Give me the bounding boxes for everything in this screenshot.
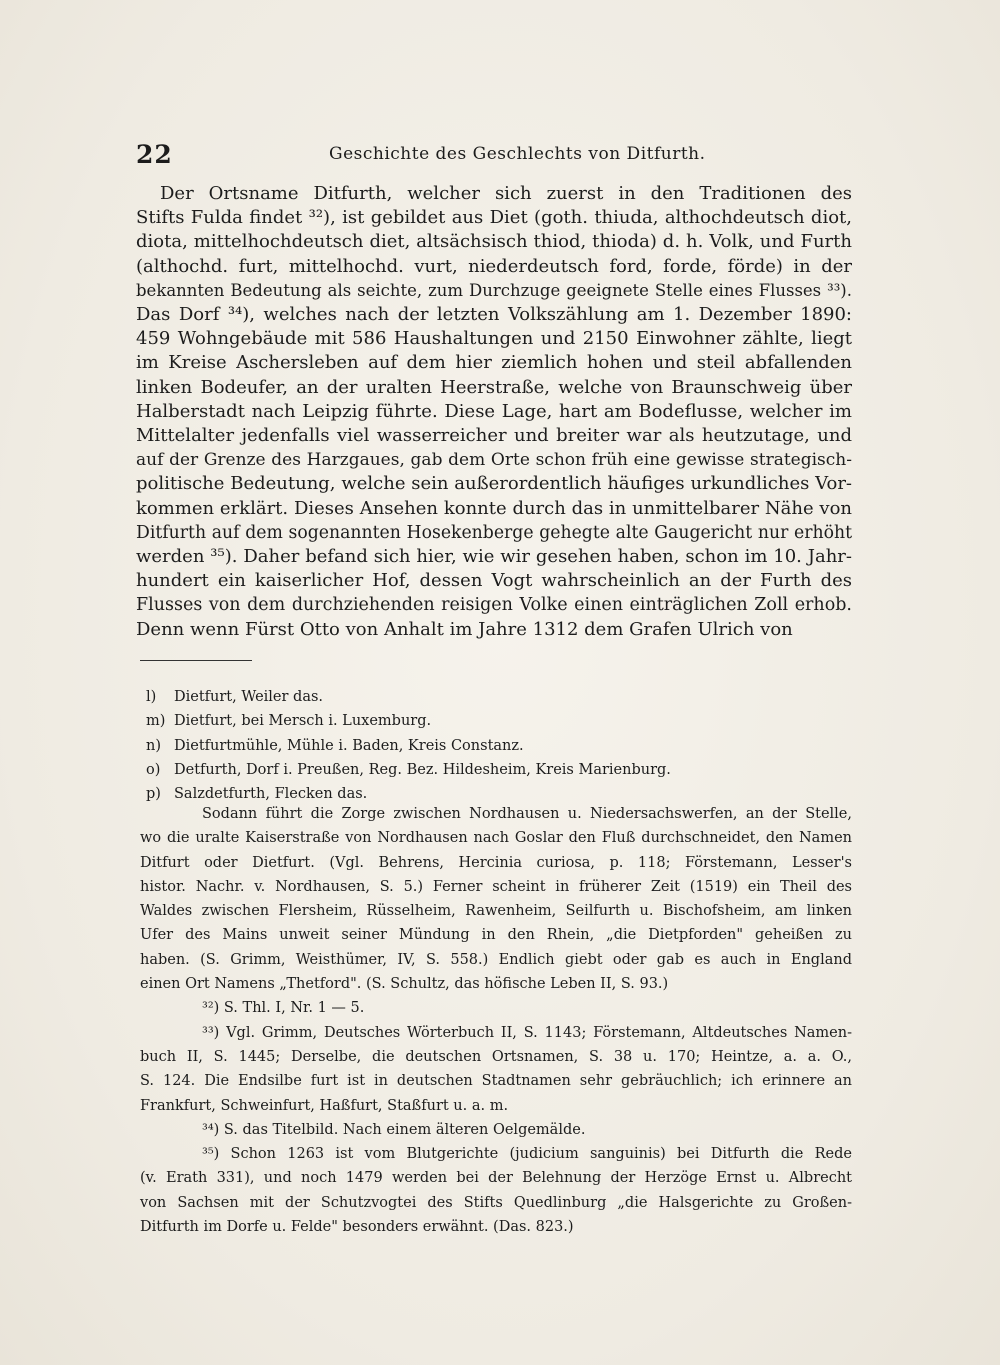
list-item [146, 734, 846, 758]
footnote-line: ³⁵) Schon 1263 ist vom Blutgerichte (judicium sanguinis) bei Ditfurth die Rede [202, 1146, 852, 1163]
list-item [146, 685, 846, 709]
list-item-text: Dietfurtmühle, Mühle i. Baden, Kreis Constanz. [174, 737, 524, 754]
list-item-text: Dietfurt, Weiler das. [174, 689, 324, 705]
list-item [146, 758, 846, 782]
main-paragraph [136, 182, 852, 642]
footnote-line: (v. Erath 331), und noch 1479 werden bei der Belehnung der Herzöge Ernst u. Albrecht [140, 1170, 852, 1187]
footnote-line: Sodann führt die Zorge zwischen Nordhausen u. Niedersachswerfen, an der Stelle, [202, 806, 852, 822]
body-text-line: Ditfurth auf dem sogenannten Hosekenberge gehegte alte Gaugericht nur erhöht [136, 522, 852, 543]
footnote-line: buch II, S. 1445; Derselbe, die deutschen Ortsnamen, S. 38 u. 170; Heintze, a. a. O., [140, 1048, 852, 1065]
body-text-line: 459 Wohngebäude mit 586 Haushaltungen und 2150 Einwohner zählte, liegt [136, 328, 852, 350]
footnote-line: ³³) Vgl. Grimm, Deutsches Wörterbuch II, S. 1143; Förstemann, Altdeutsches Namen- [202, 1024, 852, 1041]
running-head: Geschichte des Geschlechts von Ditfurth. [329, 144, 706, 164]
footnote-line: von Sachsen mit der Schutzvogtei des Stifts Quedlinburg „die Halsgerichte zu Großen- [140, 1194, 852, 1211]
body-text-line: Flusses von dem durchziehenden reisigen Volke einen einträglichen Zoll erhob. [136, 595, 852, 616]
body-text-line: (althochd. furt, mittelhochd. vurt, niederdeutsch ford, forde, förde) in der [136, 255, 852, 277]
footnote-line: Ditfurt oder Dietfurt. (Vgl. Behrens, Hercinia curiosa, p. 118; Förstemann, Lesser's [140, 854, 852, 871]
footnote-line: Ufer des Mains unweit seiner Mündung in den Rhein, „die Dietpforden" geheißen zu [140, 927, 852, 944]
footnote-line: ³⁴) S. das Titelbild. Nach einem älteren Oelgemälde. [202, 1121, 586, 1138]
body-text-line: Der Ortsname Ditfurth, welcher sich zuerst in den Traditionen des [160, 183, 852, 204]
body-text-line: werden ³⁵). Daher befand sich hier, wie wir gesehen haben, schon im 10. Jahr- [136, 546, 852, 568]
body-text-line: Mittelalter jedenfalls viel wasserreicher und breiter war als heutzutage, und [136, 425, 852, 447]
body-text-line: Das Dorf ³⁴), welches nach der letzten Volkszählung am 1. Dezember 1890: [136, 304, 852, 326]
place-name-list [146, 685, 846, 806]
footnote-line: wo die uralte Kaiserstraße von Nordhausen nach Goslar den Fluß durchschneidet, den Namen [140, 830, 852, 847]
footnote-line: Waldes zwischen Flersheim, Rüsselheim, Rawenheim, Seilfurth u. Bischofsheim, am linken [140, 903, 852, 920]
footnote-line: ³²) S. Thl. I, Nr. 1 — 5. [202, 1000, 365, 1017]
footnote-separator-rule [140, 660, 252, 661]
footnote-line: einen Ort Namens „Thetford". (S. Schultz, das höfische Leben II, S. 93.) [140, 976, 669, 993]
footnote-line: histor. Nachr. v. Nordhausen, S. 5.) Ferner scheint in früherer Zeit (1519) ein Theil des [140, 878, 852, 895]
footnotes [140, 802, 852, 1239]
list-item-label: o) [146, 761, 161, 778]
footnote-line: Ditfurth im Dorfe u. Felde" besonders erwähnt. (Das. 823.) [140, 1219, 574, 1236]
body-text-line: Stifts Fulda findet ³²), ist gebildet aus Diet (goth. thiuda, althochdeutsch diot, [136, 207, 852, 229]
list-item-label: m) [146, 713, 166, 730]
list-item-label: l) [146, 689, 157, 705]
body-text-line: hundert ein kaiserlicher Hof, dessen Vogt wahrscheinlich an der Furth des [136, 570, 852, 592]
footnote-line: Frankfurt, Schweinfurt, Haßfurt, Staßfurt u. a. m. [140, 1097, 509, 1114]
body-text-line: auf der Grenze des Harzgaues, gab dem Orte schon früh eine gewisse strategisch- [136, 450, 852, 471]
list-item-label: n) [146, 737, 161, 754]
body-text-line: politische Bedeutung, welche sein außerordentlich häufiges urkundliches Vor- [136, 473, 852, 495]
body-text-line: Denn wenn Fürst Otto von Anhalt im Jahre 1312 dem Grafen Ulrich von [136, 618, 793, 640]
footnote-line: S. 124. Die Endsilbe furt ist in deutschen Stadtnamen sehr gebräuchlich; ich erinnere an [140, 1073, 852, 1090]
list-item-text: Salzdetfurth, Flecken das. [174, 786, 368, 803]
list-item [146, 709, 846, 733]
body-text-line: bekannten Bedeutung als seichte, zum Durchzuge geeignete Stelle eines Flusses ³³). [136, 280, 852, 300]
body-text-line: linken Bodeufer, an der uralten Heerstraße, welche von Braunschweig über [136, 376, 852, 398]
page-header [136, 138, 852, 172]
body-text-line: im Kreise Aschersleben auf dem hier ziemlich hohen und steil abfallenden [136, 352, 852, 374]
page-number: 22 [136, 140, 173, 169]
footnote-line: haben. (S. Grimm, Weisthümer, IV, S. 558.) Endlich giebt oder gab es auch in England [140, 951, 852, 968]
body-text-line: kommen erklärt. Dieses Ansehen konnte durch das in unmittelbarer Nähe von [136, 497, 852, 519]
list-item-label: p) [146, 786, 161, 803]
body-text-line: Halberstadt nach Leipzig führte. Diese Lage, hart am Bodeflusse, welcher im [136, 400, 852, 422]
body-text-line: diota, mittelhochdeutsch diet, altsächsisch thiod, thioda) d. h. Volk, und Furth [136, 231, 852, 253]
list-item-text: Dietfurt, bei Mersch i. Luxemburg. [174, 713, 432, 730]
list-item-text: Detfurth, Dorf i. Preußen, Reg. Bez. Hildesheim, Kreis Marienburg. [174, 761, 671, 778]
